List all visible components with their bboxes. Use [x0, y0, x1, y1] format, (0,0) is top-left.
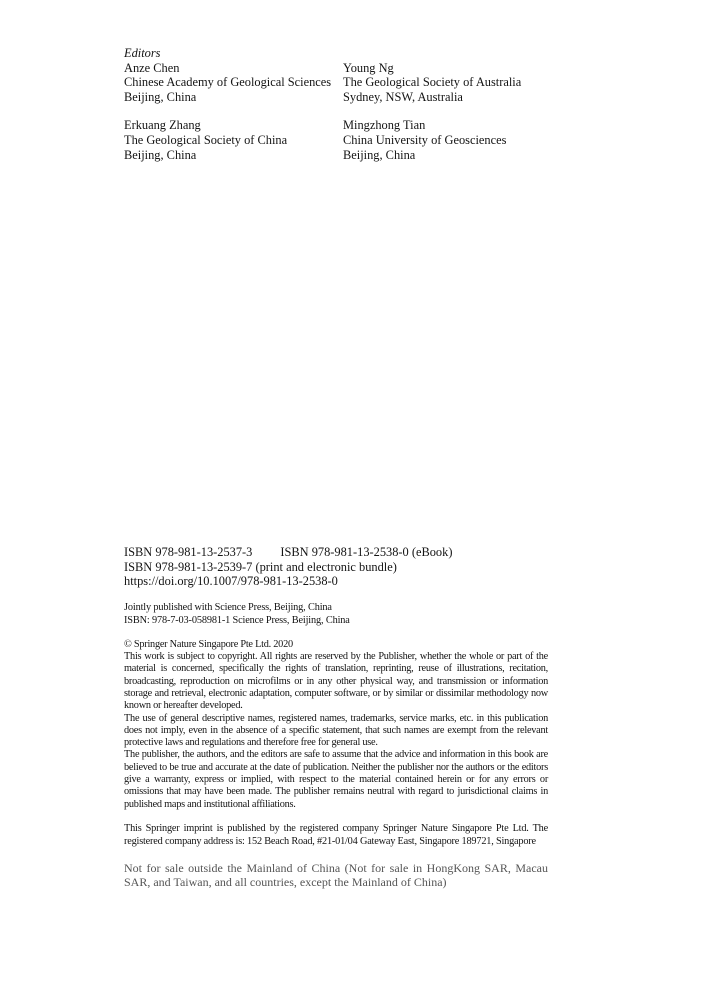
editor-affiliation: Chinese Academy of Geological Sciences	[124, 75, 332, 90]
editor-name: Erkuang Zhang	[124, 118, 201, 133]
isbn-bundle: ISBN 978-981-13-2539-7 (print and electronic bundle)	[124, 559, 397, 574]
editor-entry	[124, 61, 343, 105]
legal-notice	[124, 639, 548, 811]
copyright-line: © Springer Nature Singapore Pte Ltd. 2020	[124, 638, 293, 650]
editor-location: Sydney, NSW, Australia	[343, 89, 463, 104]
editor-entry	[124, 118, 343, 162]
editor-location: Beijing, China	[124, 89, 197, 104]
isbn-ebook: ISBN 978-981-13-2538-0 (eBook)	[280, 545, 453, 559]
joint-publication-line: Jointly published with Science Press, Beijing, China	[124, 601, 332, 613]
editor-name: Anze Chen	[124, 60, 180, 75]
editors-heading: Editors	[124, 46, 161, 60]
isbn-row	[124, 545, 548, 560]
legal-paragraph: The use of general descriptive names, registered names, trademarks, service marks, etc. in this publication does not imply, even in the absence of a specific statement, that such names are exempt from the relevant protective laws and regulations and therefore free for general use.	[124, 712, 548, 749]
editor-name: Young Ng	[343, 60, 394, 75]
legal-paragraph: The publisher, the authors, and the editors are safe to assume that the advice and information in this book are believed to be true and accurate at the date of publication. Neither the publisher nor the authors or the editors give a warranty, express or implied, with respect to the material contained herein or for any errors or omissions that may have been made. The publisher remains neutral with regard to jurisdictional claims in published maps and institutional affiliations.	[124, 749, 548, 810]
joint-publication	[124, 601, 548, 627]
sale-restriction: Not for sale outside the Mainland of China (Not for sale in HongKong SAR, Macau SAR, and Taiwan, and all countries, except the Mainland of China)	[124, 860, 548, 890]
editor-location: Beijing, China	[124, 147, 197, 162]
editor-affiliation: The Geological Society of China	[124, 132, 288, 147]
legal-paragraph: This work is subject to copyright. All rights are reserved by the Publisher, whether the whole or part of the material is concerned, specifically the rights of translation, reprinting, reuse of illustrations, recitation, broadcasting, reproduction on microfilms or in any other physical way, and transmission or information storage and retrieval, electronic adaptation, computer software, or by similar or dissimilar methodology now known or hereafter developed.	[124, 651, 548, 712]
isbn-print: ISBN 978-981-13-2537-3	[124, 545, 253, 559]
imprint-section	[124, 545, 548, 890]
editor-entry	[343, 118, 553, 162]
editor-location: Beijing, China	[343, 147, 416, 162]
springer-imprint-text: This Springer imprint is published by the registered company Springer Nature Singapore Pte Ltd. The registered company address is: 152 Beach Road, #21-01/04 Gateway East, Singapore 189721, Singapore	[124, 822, 548, 847]
doi-link[interactable]: https://doi.org/10.1007/978-981-13-2538-0	[124, 574, 338, 589]
editor-affiliation: The Geological Society of Australia	[343, 75, 522, 90]
science-press-isbn: ISBN: 978-7-03-058981-1 Science Press, Beijing, China	[124, 614, 350, 626]
editor-name: Mingzhong Tian	[343, 118, 426, 133]
editors-grid	[124, 61, 553, 163]
editor-affiliation: China University of Geosciences	[343, 132, 507, 147]
springer-imprint	[124, 823, 548, 849]
editors-section	[124, 46, 553, 162]
editor-entry	[343, 61, 553, 105]
